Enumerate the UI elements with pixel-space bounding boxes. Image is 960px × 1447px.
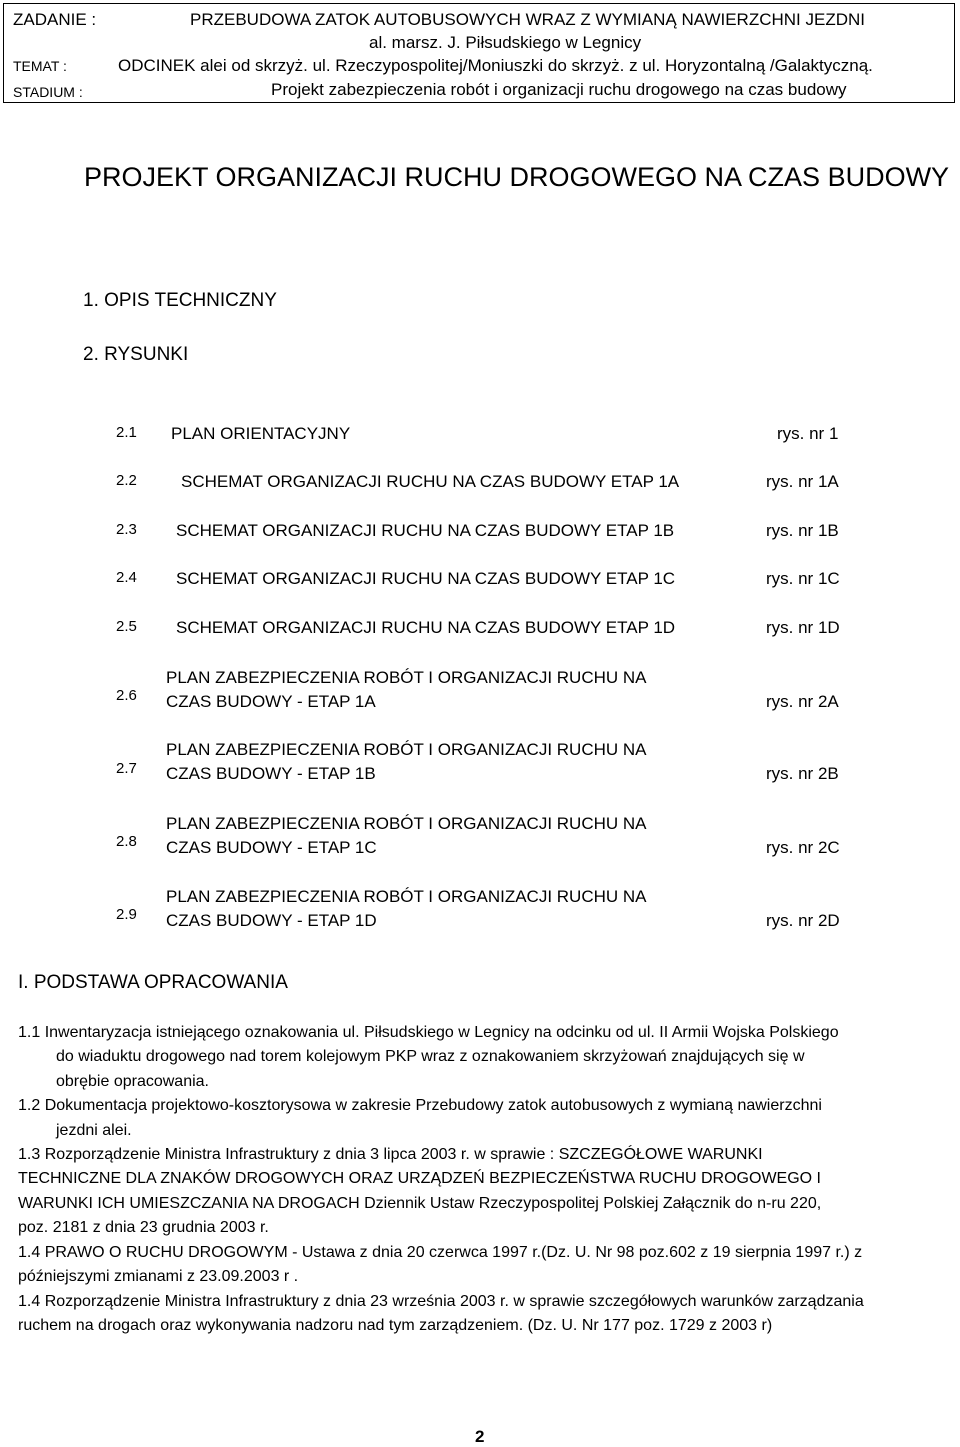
drawing-number: 2.9 (116, 906, 137, 923)
basis-line: WARUNKI ICH UMIESZCZANIA NA DROGACH Dziennik Ustaw Rzeczypospolitej Polskiej Załącznik do n-ru 220, (18, 1195, 822, 1212)
drawing-ref: rys. nr 1C (766, 569, 840, 588)
drawing-title: SCHEMAT ORGANIZACJI RUCHU NA CZAS BUDOWY ETAP 1D (176, 618, 676, 637)
drawing-title-line2: CZAS BUDOWY - ETAP 1B (166, 764, 376, 783)
drawing-title-line2: CZAS BUDOWY - ETAP 1C (166, 838, 377, 857)
drawing-title-line2: CZAS BUDOWY - ETAP 1A (166, 692, 376, 711)
drawing-number: 2.8 (116, 833, 137, 850)
drawing-number: 2.3 (116, 521, 137, 538)
drawing-ref: rys. nr 2B (766, 764, 839, 783)
zadanie-line1: PRZEBUDOWA ZATOK AUTOBUSOWYCH WRAZ Z WYMIANĄ NAWIERZCHNI JEZDNI (190, 10, 865, 29)
drawing-ref: rys. nr 1B (766, 521, 839, 540)
section-rysunki: 2. RYSUNKI (83, 344, 189, 365)
basis-line: ruchem na drogach oraz wykonywania nadzoru nad tym zarządzeniem. (Dz. U. Nr 177 poz. 1729 z 2003 r) (18, 1317, 773, 1334)
basis-line: obrębie opracowania. (56, 1073, 209, 1090)
drawing-title: SCHEMAT ORGANIZACJI RUCHU NA CZAS BUDOWY ETAP 1A (181, 472, 680, 491)
stadium-value: Projekt zabezpieczenia robót i organizacji ruchu drogowego na czas budowy (271, 80, 847, 99)
basis-line: TECHNICZNE DLA ZNAKÓW DROGOWYCH ORAZ URZĄDZEŃ BEZPIECZEŃSTWA RUCHU DROGOWEGO I (18, 1170, 821, 1187)
drawing-number: 2.5 (116, 618, 137, 635)
drawing-title-line2: CZAS BUDOWY - ETAP 1D (166, 911, 377, 930)
zadanie-line2: al. marsz. J. Piłsudskiego w Legnicy (369, 33, 642, 52)
drawing-title-line1: PLAN ZABEZPIECZENIA ROBÓT I ORGANIZACJI RUCHU NA (166, 668, 647, 687)
basis-heading: I. PODSTAWA OPRACOWANIA (18, 972, 288, 993)
drawing-title: SCHEMAT ORGANIZACJI RUCHU NA CZAS BUDOWY ETAP 1C (176, 569, 676, 588)
drawing-ref: rys. nr 2A (766, 692, 839, 711)
drawing-title-line1: PLAN ZABEZPIECZENIA ROBÓT I ORGANIZACJI RUCHU NA (166, 814, 647, 833)
drawing-number: 2.2 (116, 472, 137, 489)
basis-line: 1.1 Inwentaryzacja istniejącego oznakowania ul. Piłsudskiego w Legnicy na odcinku od ul. II Armii Wojska Polskiego (18, 1024, 839, 1041)
zadanie-label: ZADANIE : (13, 10, 97, 29)
drawing-number: 2.7 (116, 760, 137, 777)
temat-value: ODCINEK alei od skrzyż. ul. Rzeczypospolitej/Moniuszki do skrzyż. z ul. Horyzontalną /Galaktyczną. (118, 56, 873, 75)
basis-line: 1.3 Rozporządzenie Ministra Infrastruktury z dnia 3 lipca 2003 r. w sprawie : SZCZEGÓŁOWE WARUNKI (18, 1146, 763, 1163)
basis-line: jezdni alei. (56, 1122, 132, 1139)
basis-line: 1.4 PRAWO O RUCHU DROGOWYM - Ustawa z dnia 20 czerwca 1997 r.(Dz. U. Nr 98 poz.602 z 19 sierpnia 1997 r.) z (18, 1244, 863, 1261)
drawing-ref: rys. nr 1 (777, 424, 839, 443)
stadium-label: STADIUM : (13, 84, 83, 100)
basis-line: 1.2 Dokumentacja projektowo-kosztorysowa w zakresie Przebudowy zatok autobusowych z wymianą nawierzchni (18, 1097, 822, 1114)
page-title: PROJEKT ORGANIZACJI RUCHU DROGOWEGO NA CZAS BUDOWY (84, 162, 950, 192)
drawing-title: PLAN ORIENTACYJNY (171, 424, 351, 443)
drawing-ref: rys. nr 1D (766, 618, 840, 637)
basis-line: do wiaduktu drogowego nad torem kolejowym PKP wraz z oznakowaniem skrzyżowań znajdujących się w (56, 1048, 805, 1065)
drawing-title-line1: PLAN ZABEZPIECZENIA ROBÓT I ORGANIZACJI RUCHU NA (166, 887, 647, 906)
drawing-title: SCHEMAT ORGANIZACJI RUCHU NA CZAS BUDOWY ETAP 1B (176, 521, 675, 540)
drawing-number: 2.4 (116, 569, 137, 586)
basis-line: późniejszymi zmianami z 23.09.2003 r . (18, 1268, 299, 1285)
basis-line: 1.4 Rozporządzenie Ministra Infrastruktury z dnia 23 września 2003 r. w sprawie szczegółowych warunków zarządzania (18, 1293, 864, 1310)
drawing-number: 2.6 (116, 687, 137, 704)
basis-line: poz. 2181 z dnia 23 grudnia 2003 r. (18, 1219, 269, 1236)
section-opis: 1. OPIS TECHNICZNY (83, 290, 277, 311)
temat-label: TEMAT : (13, 58, 67, 74)
drawing-ref: rys. nr 1A (766, 472, 839, 491)
drawing-ref: rys. nr 2D (766, 911, 840, 930)
drawing-number: 2.1 (116, 424, 137, 441)
drawing-title-line1: PLAN ZABEZPIECZENIA ROBÓT I ORGANIZACJI RUCHU NA (166, 740, 647, 759)
drawing-ref: rys. nr 2C (766, 838, 840, 857)
page-number: 2 (475, 1427, 485, 1446)
